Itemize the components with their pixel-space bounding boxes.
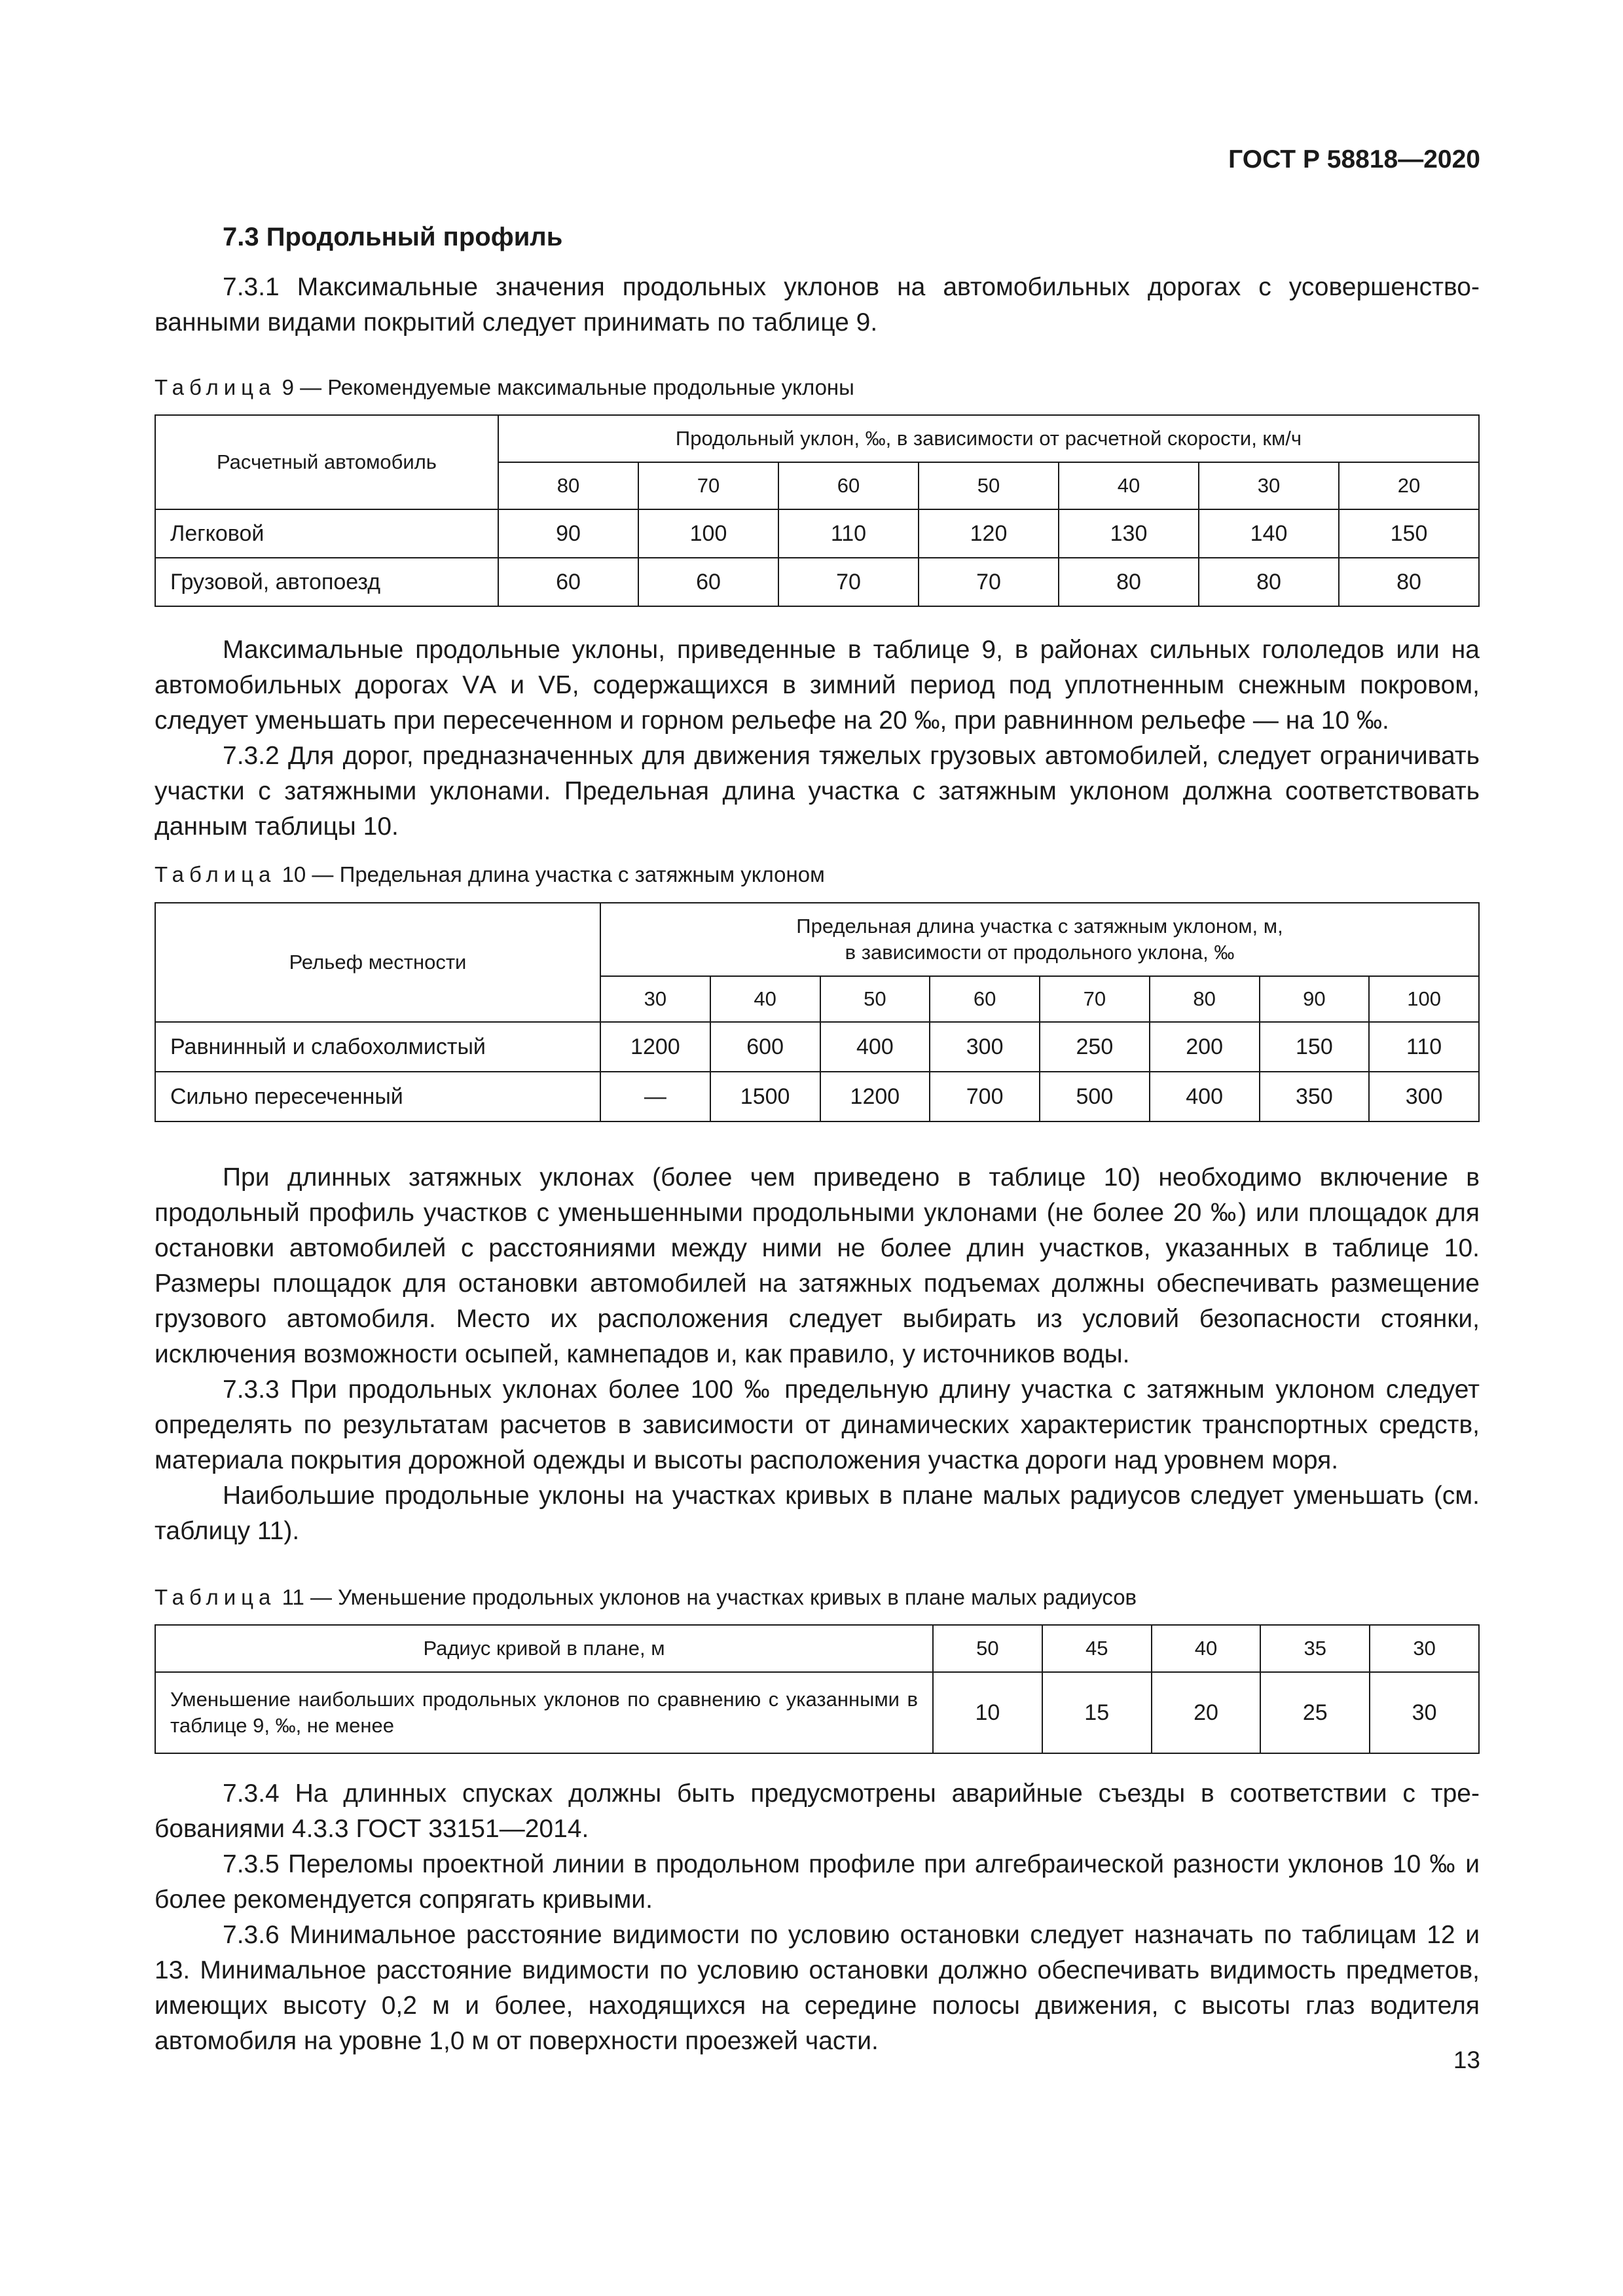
- table-row: [155, 558, 1479, 606]
- table10-slope: 40: [710, 976, 820, 1022]
- table-row: [155, 509, 1479, 558]
- paragraph-long-slopes: При длинных затяжных уклонах (более чем приведено в таблице 10) необходимо включение в продольный профиль участков с уменьшенными продольными уклонами (не более 20 ‰) или площадок для остановки автомобилей с расстояниями между ними не более длин участков, указанных в таблице 10. Размеры площадок для остановки автомобилей на затяжных подъемах должны обеспечивать размещение грузового автомобиля. Место их расположения следует выбирать из условий безопасности стоянки, исключения возможности осыпей, камнепадов и, как правило, у источников воды.: [155, 1163, 1480, 1368]
- table9-speed: 50: [919, 462, 1059, 509]
- paragraph-block-2: [155, 632, 1480, 845]
- table9-cell: 60: [638, 558, 778, 606]
- table10-slope: 50: [820, 976, 930, 1022]
- table10-cell: 300: [1369, 1072, 1479, 1121]
- table9-caption: [155, 375, 854, 400]
- table9-cell: 150: [1339, 509, 1479, 558]
- table10-slope: 100: [1369, 976, 1479, 1022]
- table9-cell: 110: [778, 509, 919, 558]
- table-row: [155, 1022, 1479, 1072]
- paragraph-block-4: [155, 1776, 1480, 2059]
- standard-code: ГОСТ Р 58818—2020: [1228, 145, 1480, 173]
- paragraph-max-slopes: Максимальные продольные уклоны, приведенные в таблице 9, в районах сильных гололедов или на автомобильных дорогах VА и VБ, содержащихся в зимний период под уплотненным снежным покровом, следует уменьшать при пересеченном и горном рельефе на 20 ‰, при равнинном рельефе — на 10 ‰.: [155, 636, 1480, 735]
- table9-cell: 130: [1059, 509, 1199, 558]
- table11-radius: 35: [1260, 1625, 1370, 1672]
- paragraph-block-3: [155, 1160, 1480, 1549]
- table9-row-label: Грузовой, автопоезд: [155, 558, 498, 606]
- table10-cell: 1200: [600, 1022, 710, 1072]
- table-row: [155, 1072, 1479, 1121]
- paragraph-7-3-4: 7.3.4 На длинных спусках должны быть предусмотрены аварийные съезды в соответствии с требованиями 4.3.3 ГОСТ 33151—2014.: [155, 1779, 1480, 1843]
- table11-cell: 10: [933, 1672, 1042, 1753]
- page-number: 13: [1453, 2047, 1480, 2073]
- table10-slope: 90: [1260, 976, 1370, 1022]
- table10-cell: 500: [1040, 1072, 1150, 1121]
- table10-group-header: [600, 903, 1479, 976]
- table11-row-label: Уменьшение наибольших продольных уклонов по сравнению с указанными в таблице 9, ‰, не менее: [155, 1672, 933, 1753]
- table9-cell: 80: [1199, 558, 1339, 606]
- table10-group-line2: в зависимости от продольного уклона, ‰: [845, 941, 1235, 964]
- table10-cell: 400: [1150, 1072, 1260, 1121]
- table10-slope: 60: [930, 976, 1040, 1022]
- table10-caption-text: 10 — Предельная длина участка с затяжным уклоном: [282, 862, 825, 886]
- table11-caption-text: 11 — Уменьшение продольных уклонов на участках кривых в плане малых радиусов: [282, 1585, 1137, 1609]
- table11-radius: 30: [1370, 1625, 1479, 1672]
- table11-col1-header: Радиус кривой в плане, м: [155, 1625, 933, 1672]
- table10-cell: 200: [1150, 1022, 1260, 1072]
- table9-speed: 70: [638, 462, 778, 509]
- table10-cell: 350: [1260, 1072, 1370, 1121]
- table10-slope: 80: [1150, 976, 1260, 1022]
- paragraph-block-1: [155, 270, 1480, 340]
- paragraph-7-3-6: 7.3.6 Минимальное расстояние видимости по условию остановки следует назначать по таблицам 12 и 13. Минимальное расстояние видимости по условию остановки должно обеспечивать видимость предметов, имеющих высоту 0,2 м и более, находящихся на середине полосы движения, с высоты глаз водителя автомобиля на уровне 1,0 м от поверхности проезжей части.: [155, 1921, 1480, 2055]
- table11-radius: 40: [1152, 1625, 1261, 1672]
- paragraph-curve-slopes: Наибольшие продольные уклоны на участках кривых в плане малых радиусов следует уменьшать (см. таблицу 11).: [155, 1482, 1480, 1545]
- table9-speed: 20: [1339, 462, 1479, 509]
- table9-cell: 120: [919, 509, 1059, 558]
- table9-group-header: Продольный уклон, ‰, в зависимости от расчетной скорости, км/ч: [498, 415, 1479, 462]
- paragraph-7-3-1: 7.3.1 Максимальные значения продольных уклонов на автомобильных дорогах с усовершенствованными видами покрытий следует принимать по таблице 9.: [155, 273, 1480, 337]
- table11-cell: 30: [1370, 1672, 1479, 1753]
- table9-speed: 30: [1199, 462, 1339, 509]
- table9-row-label: Легковой: [155, 509, 498, 558]
- table11-radius: 45: [1042, 1625, 1152, 1672]
- table11: [155, 1624, 1480, 1754]
- table11-radius: 50: [933, 1625, 1042, 1672]
- table10: [155, 902, 1480, 1122]
- table9-cell: 70: [778, 558, 919, 606]
- paragraph-7-3-5: 7.3.5 Переломы проектной линии в продольном профиле при алгебраической разности уклонов 10 ‰ и более рекомендуется сопрягать кривыми.: [155, 1850, 1480, 1914]
- table9-speed: 80: [498, 462, 638, 509]
- table10-group-line1: Предельная длина участка с затяжным уклоном, м,: [796, 915, 1283, 938]
- table10-cell: 1200: [820, 1072, 930, 1121]
- table9-col1-header: Расчетный автомобиль: [155, 415, 498, 509]
- table9-speed: 60: [778, 462, 919, 509]
- table11-cell: 20: [1152, 1672, 1261, 1753]
- table11-caption-word: Таблица: [155, 1585, 276, 1609]
- table11-cell: 25: [1260, 1672, 1370, 1753]
- table10-cell: 250: [1040, 1022, 1150, 1072]
- table10-caption-word: Таблица: [155, 862, 276, 886]
- table9-cell: 100: [638, 509, 778, 558]
- table10-cell: 700: [930, 1072, 1040, 1121]
- table10-caption: [155, 862, 825, 887]
- paragraph-7-3-2: 7.3.2 Для дорог, предназначенных для движения тяжелых грузовых автомобилей, следует ограничивать участки с затяжными уклонами. Предельная длина участка с затяжным уклоном должна соответствовать данным таблицы 10.: [155, 742, 1480, 841]
- table9-cell: 80: [1059, 558, 1199, 606]
- table10-cell: 600: [710, 1022, 820, 1072]
- table9-cell: 80: [1339, 558, 1479, 606]
- table10-row-label: Равнинный и слабохолмистый: [155, 1022, 600, 1072]
- table10-cell: —: [600, 1072, 710, 1121]
- table10-col1-header: Рельеф местности: [155, 903, 600, 1022]
- table10-cell: 150: [1260, 1022, 1370, 1072]
- section-title: 7.3 Продольный профиль: [223, 223, 563, 251]
- table9-speed: 40: [1059, 462, 1199, 509]
- table9-caption-text: 9 — Рекомендуемые максимальные продольные уклоны: [282, 375, 854, 399]
- table10-slope: 30: [600, 976, 710, 1022]
- table9-cell: 90: [498, 509, 638, 558]
- table9-caption-word: Таблица: [155, 375, 276, 399]
- table9-cell: 70: [919, 558, 1059, 606]
- table11-cell: 15: [1042, 1672, 1152, 1753]
- table11-caption: [155, 1585, 1137, 1610]
- paragraph-7-3-3: 7.3.3 При продольных уклонах более 100 ‰ предельную длину участка с затяжным уклоном следует определять по результатам расчетов в зависимости от динамических характеристик транспортных средств, материала покрытия дорожной одежды и высоты расположения участка дороги над уровнем моря.: [155, 1376, 1480, 1474]
- table10-cell: 110: [1369, 1022, 1479, 1072]
- table10-cell: 300: [930, 1022, 1040, 1072]
- table9: [155, 414, 1480, 607]
- table9-cell: 60: [498, 558, 638, 606]
- table-row: [155, 1672, 1479, 1753]
- table10-slope: 70: [1040, 976, 1150, 1022]
- table10-row-label: Сильно пересеченный: [155, 1072, 600, 1121]
- table10-cell: 1500: [710, 1072, 820, 1121]
- table10-cell: 400: [820, 1022, 930, 1072]
- table9-cell: 140: [1199, 509, 1339, 558]
